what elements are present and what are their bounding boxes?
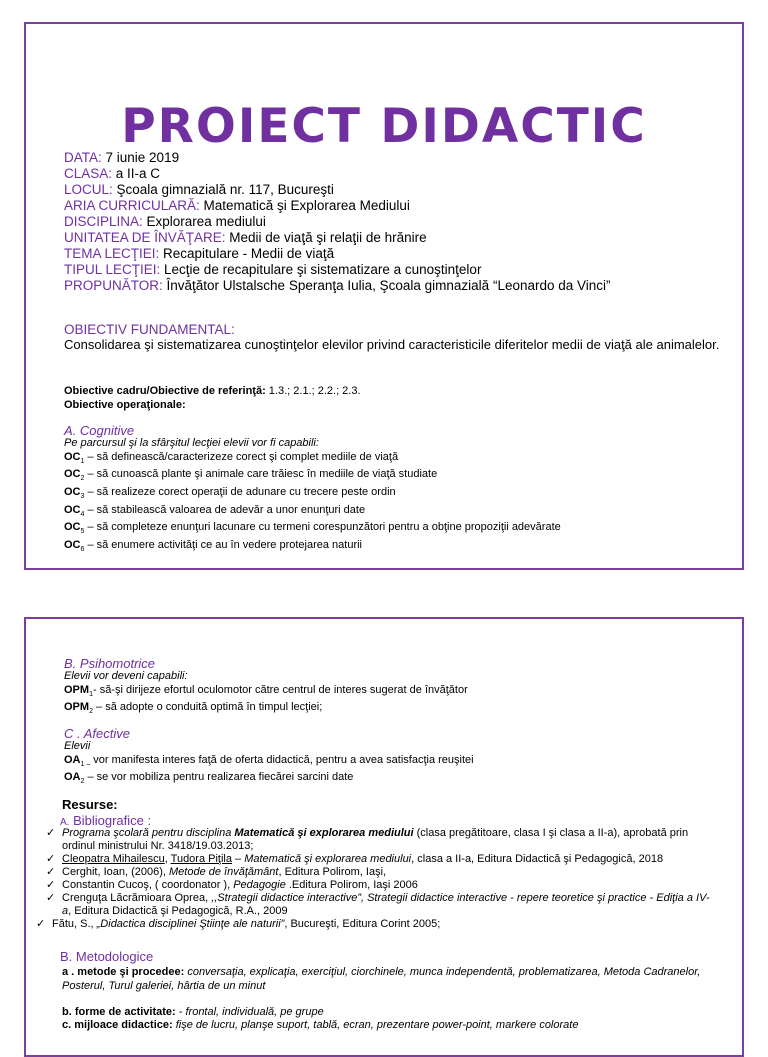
info-label: DISCIPLINA: xyxy=(64,214,143,229)
info-row xyxy=(64,150,611,166)
objective-item xyxy=(64,451,561,469)
resurse-heading: Resurse: xyxy=(62,797,118,812)
bib-heading-text: Bibliografice : xyxy=(69,813,152,828)
info-row xyxy=(64,166,611,182)
met-a-text: conversaţia, explicaţia, exerciţiul, ciorchinele, munca independentă, problematizarea, Metoda Cadranelor, Posterul, Turul galeriei, hârtia de un minut xyxy=(62,966,701,992)
bib-item xyxy=(46,892,716,918)
objective-text: – se vor mobiliza pentru realizarea fiecărei sarcini date xyxy=(84,771,354,784)
afective-heading: C . Afective xyxy=(64,726,130,741)
document-page-1 xyxy=(24,22,744,570)
info-label: PROPUNĂTOR: xyxy=(64,278,163,293)
objective-text: – să stabilească valoarea de adevăr a unor enunţuri date xyxy=(84,503,366,516)
objective-item xyxy=(64,486,561,504)
met-c xyxy=(62,1018,722,1032)
info-value: 7 iunie 2019 xyxy=(101,150,180,165)
objective-text: – să realizeze corect operaţii de adunare cu trecere peste ordin xyxy=(84,486,396,498)
objective-code: OA xyxy=(64,753,81,766)
obj-fund-text: Consolidarea şi sistematizarea cunoştinţelor elevilor privind caracteristicile diferitelor medii de viaţă ale animalelor. xyxy=(64,337,720,352)
cognitive-intro: Pe parcursul şi la sfârşitul lecţiei elevii vor fi capabili: xyxy=(64,437,319,450)
objective-item xyxy=(64,521,561,539)
objective-item xyxy=(64,701,468,719)
objective-code: OPM xyxy=(64,683,90,696)
obj-fund-heading: OBIECTIV FUNDAMENTAL: xyxy=(64,322,235,337)
info-value: Medii de viaţă şi relaţii de hrănire xyxy=(225,230,427,245)
info-value: Lecţie de recapitulare şi sistematizare a cunoştinţelor xyxy=(160,262,482,277)
objective-text: – să enumere activităţi ce au în vedere protejarea naturii xyxy=(84,538,363,551)
info-value: Explorarea mediului xyxy=(142,214,266,229)
met-b-label: b. forme de activitate: xyxy=(62,1006,176,1018)
info-value: Şcoala gimnazială nr. 117, Bucureşti xyxy=(112,182,334,197)
obj-cadru xyxy=(64,384,361,412)
bib-title: Matematică şi explorarea mediului xyxy=(244,853,412,865)
objective-index: 5 xyxy=(80,528,85,536)
bib-item xyxy=(46,866,716,879)
bib-item xyxy=(46,827,716,853)
objective-text: vor manifesta interes faţă de oferta didactică, pentru a avea satisfacţia reuşitei xyxy=(90,753,474,766)
objective-text: – să adopte o conduită optimă în timpul lecţiei; xyxy=(92,701,323,714)
bib-post: , clasa a II-a, Editura Didactică şi Pedagogică, 2018 xyxy=(411,853,664,865)
check-icon: ✓ xyxy=(46,879,56,891)
objective-text: - să-şi dirijeze efortul oculomotor către centrul de interes sugerat de învăţător xyxy=(92,683,468,696)
bib-author: Tudora Piţila xyxy=(170,853,232,865)
cognitive-section xyxy=(64,424,561,556)
bib-post: .Editura Polirom, Iaşi 2006 xyxy=(285,879,418,891)
objective-index: 6 xyxy=(80,545,85,553)
obj-cadru-value: 1.3.; 2.1.; 2.2.; 2.3. xyxy=(265,385,361,397)
psiho-section xyxy=(64,657,468,719)
obj-oper-label: Obiective operaţionale: xyxy=(64,399,186,411)
met-a-label: a . metode şi procedee: xyxy=(62,966,185,978)
info-row xyxy=(64,182,611,198)
met-b xyxy=(62,1005,722,1019)
met-c-label: c. mijloace didactice: xyxy=(62,1019,173,1031)
check-icon: ✓ xyxy=(46,827,56,839)
bib-post: , Bucureşti, Editura Corint 2005; xyxy=(284,918,441,930)
document-page-2 xyxy=(24,617,744,1057)
met-heading: B. Metodologice xyxy=(60,949,154,964)
bib-pre: Fătu, S., xyxy=(52,918,97,930)
check-icon: ✓ xyxy=(46,892,56,904)
bib-post: , Editura Polirom, Iaşi, xyxy=(278,866,387,878)
objective-text: – să definească/caracterizeze corect şi complet mediile de viaţă xyxy=(84,450,399,463)
bib-heading-letter: A. xyxy=(60,817,70,828)
objective-code: OA xyxy=(64,771,81,784)
info-label: TEMA LECŢIEI: xyxy=(64,246,160,261)
info-row xyxy=(64,230,611,246)
check-icon: ✓ xyxy=(36,918,46,930)
info-row xyxy=(64,278,611,294)
objective-item xyxy=(64,468,561,486)
bib-item xyxy=(36,918,716,931)
objective-code: OC xyxy=(64,521,81,534)
cognitive-heading: A. Cognitive xyxy=(64,423,135,438)
objective-index: 4 xyxy=(80,510,85,518)
objective-text: – să completeze enunţuri lacunare cu termeni corespunzători pentru a obţine propoziţii adevărate xyxy=(84,521,561,534)
objective-index: 3 xyxy=(80,493,85,501)
objective-index: 2 xyxy=(89,708,93,716)
objective-code: OPM xyxy=(64,701,90,714)
objective-code: OC xyxy=(64,538,81,551)
bibliography-list xyxy=(36,827,716,931)
lesson-info xyxy=(64,150,611,294)
info-label: TIPUL LECŢIEI: xyxy=(64,262,161,277)
objective-item xyxy=(64,754,474,772)
info-label: UNITATEA DE ÎNVĂŢARE: xyxy=(64,230,226,245)
objective-index: 2 xyxy=(80,778,85,786)
info-value: Matematică şi Explorarea Mediului xyxy=(199,198,410,213)
info-row xyxy=(64,262,611,278)
info-label: LOCUL: xyxy=(64,182,113,197)
bib-pre: Cerghit, Ioan, (2006), xyxy=(62,866,170,878)
objective-index: 1 – xyxy=(80,761,91,768)
info-label: CLASA: xyxy=(64,166,113,181)
bib-item xyxy=(46,879,716,892)
bib-pre: Constantin Cucoş, ( coordonator ), xyxy=(62,879,234,891)
bib-title: Metode de învăţământ xyxy=(169,866,279,878)
bib-author: Cleopatra Mihailescu xyxy=(62,853,165,865)
bib-post: , Editura Didactică şi Pedagogică, R.A., 2009 xyxy=(68,905,288,917)
bib-title: Pedagogie xyxy=(233,879,286,891)
bib-pre: Programa şcolară pentru disciplina xyxy=(62,827,235,839)
check-icon: ✓ xyxy=(46,866,56,878)
objective-item xyxy=(64,504,561,522)
afective-section xyxy=(64,727,474,789)
psiho-intro: Elevii vor deveni capabili: xyxy=(64,670,188,683)
info-row xyxy=(64,246,611,262)
bib-title: ,,Strategii didactice interactive”, Strategii didactice interactive - repere teoretice şi practice - Ediţia a IV-a xyxy=(62,892,710,917)
met-c-text: fişe de lucru, planşe suport, tablă, ecran, prezentare power-point, markere colorate xyxy=(172,1019,579,1031)
obj-cadru-label: Obiective cadru/Obiective de referinţă: xyxy=(64,385,266,397)
objective-code: OC xyxy=(64,450,81,463)
bib-item xyxy=(46,853,716,866)
info-value: Învăţător Ulstalsche Speranţa Iulia, Şcoala gimnazială “Leonardo da Vinci” xyxy=(162,278,611,293)
psiho-list xyxy=(64,684,468,719)
objective-code: OC xyxy=(64,468,81,481)
objective-code: OC xyxy=(64,503,81,516)
met-a xyxy=(62,965,722,993)
bib-sep: , xyxy=(164,853,171,865)
bib-bold: Matematică şi explorarea mediului xyxy=(234,827,414,839)
objective-index: 1 xyxy=(80,458,85,465)
objective-text: – să cunoască plante şi animale care trăiesc în mediile de viaţă studiate xyxy=(84,468,438,481)
info-value: a II-a C xyxy=(112,166,161,181)
info-label: ARIA CURRICULARĂ: xyxy=(64,198,200,213)
psiho-heading: B. Psihomotrice xyxy=(64,656,156,671)
bib-post: (clasa pregătitoare, clasa I şi clasa a II-a), aprobată prin ordinul ministrului Nr. 3418/19.03.2013; xyxy=(62,827,689,852)
check-icon: ✓ xyxy=(46,853,56,865)
info-row xyxy=(64,198,611,214)
objective-item xyxy=(64,684,468,702)
info-label: DATA: xyxy=(64,150,102,165)
objective-code: OC xyxy=(64,486,81,498)
cognitive-list xyxy=(64,451,561,557)
bib-heading xyxy=(60,813,151,828)
objective-item xyxy=(64,771,474,789)
objective-item xyxy=(64,539,561,557)
afective-list xyxy=(64,754,474,789)
info-row xyxy=(64,214,611,230)
bib-pre: Crenguţa Lăcrămioara Oprea, xyxy=(62,892,212,904)
page-title: PROIECT DIDACTIC xyxy=(121,99,647,154)
info-value: Recapitulare - Medii de viaţă xyxy=(159,246,335,261)
bib-title: „Didactica disciplinei Ştiinţe ale naturii” xyxy=(96,918,285,930)
afective-intro: Elevii xyxy=(64,740,91,753)
objective-index: 1 xyxy=(89,691,93,698)
objective-index: 2 xyxy=(80,475,85,483)
met-b-text: - frontal, individuală, pe grupe xyxy=(175,1006,324,1018)
bib-sep: – xyxy=(231,853,245,865)
